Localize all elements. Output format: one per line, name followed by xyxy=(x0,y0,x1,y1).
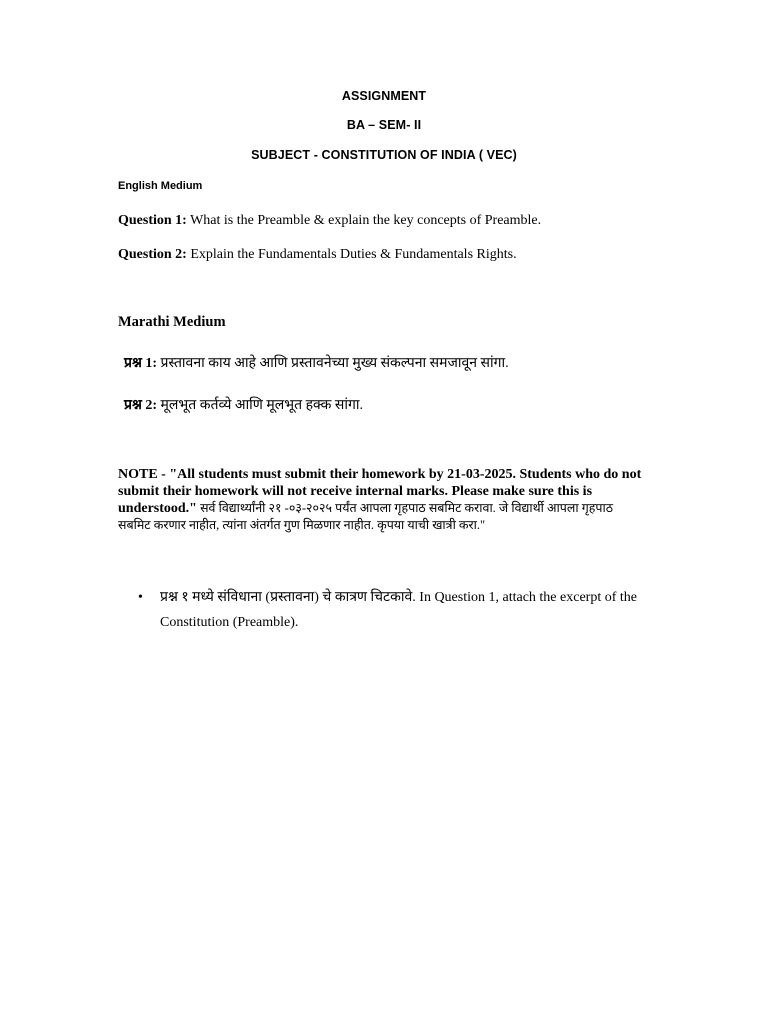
submission-note xyxy=(118,466,648,534)
subject-heading: SUBJECT - CONSTITUTION OF INDIA ( VEC) xyxy=(251,148,517,162)
question-2-label: Question 2: xyxy=(118,247,187,262)
course-semester: BA – SEM- II xyxy=(346,118,422,132)
attachment-instruction xyxy=(138,585,638,635)
english-question-2 xyxy=(118,247,517,263)
question-2-text: Explain the Fundamentals Duties & Fundamentals Rights. xyxy=(186,247,517,262)
marathi-question-2-label: प्रश्न 2: xyxy=(124,398,158,413)
question-1-text: What is the Preamble & explain the key concepts of Preamble. xyxy=(186,213,542,228)
marathi-question-2-text: मूलभूत कर्तव्ये आणि मूलभूत हक्क सांगा. xyxy=(157,398,364,413)
marathi-question-1 xyxy=(124,353,509,372)
marathi-medium-label: Marathi Medium xyxy=(118,314,226,330)
assignment-title: ASSIGNMENT xyxy=(341,89,427,103)
english-question-1 xyxy=(118,213,541,229)
bullet-marker: • xyxy=(138,590,143,605)
marathi-question-2 xyxy=(124,395,363,414)
question-1-label: Question 1: xyxy=(118,213,187,228)
note-english: NOTE - "All students must submit their homework by 21-03-2025. Students who do not submit their homework will not receive internal marks. Please make sure this is understood." xyxy=(118,467,642,516)
marathi-question-1-text: प्रस्तावना काय आहे आणि प्रस्तावनेच्या मुख्य संकल्पना समजावून सांगा. xyxy=(157,356,509,371)
attachment-instruction-text: प्रश्न १ मध्ये संविधाना (प्रस्तावना) चे कात्रण चिटकावे. In Question 1, attach the excerpt of the Constitution (Preamble). xyxy=(160,590,637,630)
marathi-question-1-label: प्रश्न 1: xyxy=(124,356,158,371)
note-marathi: सर्व विद्यार्थ्यांनी २१ -०३-२०२५ पर्यंत आपला गृहपाठ सबमिट करावा. जे विद्यार्थी आपला गृहपाठ सबमिट करणार नाहीत, त्यांना अंतर्गत गुण मिळणार नाहीत. कृपया याची खात्री करा." xyxy=(118,501,613,532)
english-medium-label: English Medium xyxy=(118,180,203,192)
